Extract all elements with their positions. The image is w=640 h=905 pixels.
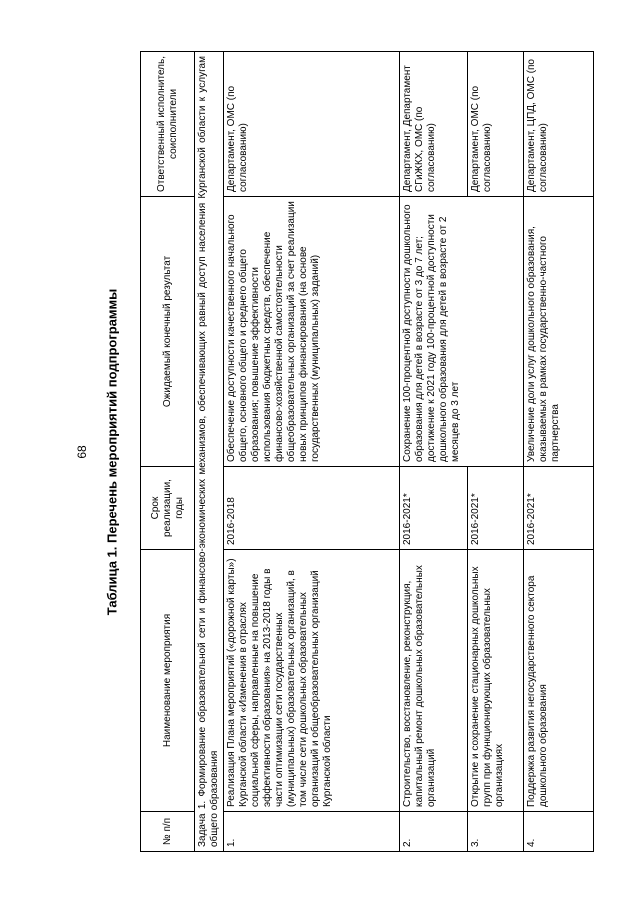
table-row xyxy=(224,52,400,852)
table-title: Таблица 1. Перечень мероприятий подпрограммы xyxy=(104,288,120,616)
row-name: Строительство, восстановление, реконструкция, капитальный ремонт дошкольных образовательных организаций xyxy=(400,550,468,812)
header-num: № п/п xyxy=(141,812,195,852)
row-name: Открытие и сохранение стационарных дошкольных групп при функционирующих образовательных организациях xyxy=(468,550,524,812)
row-result: Сохранение 100-процентной доступности дошкольного образования для детей в возрасте от 3 до 7 лет; достижение к 2021 году 100-процентной доступности дошкольного образования для детей в возрасте от 2 месяцев до 3 лет xyxy=(400,197,524,467)
row-executor: Департамент, ЦПД, ОМС (по согласованию) xyxy=(524,52,594,197)
rotated-table-container xyxy=(140,52,610,852)
row-term: 2016-2021* xyxy=(524,467,594,550)
measures-table xyxy=(140,51,594,852)
row-term: 2016-2021* xyxy=(400,467,468,550)
table-row xyxy=(524,52,594,852)
row-result: Обеспечение доступности качественного начального общего, основного общего и среднего общего образования; повышение эффективности использования бюджетных средств, обеспечение финансово-хозяйственной самостоятельности общеобразовательных организаций за счет реализации новых принципов финансирования (на основе государственных (муниципальных) заданий) xyxy=(224,197,400,467)
row-executor: Департамент, Департамент СГиЖКХ, ОМС (по согласованию) xyxy=(400,52,468,197)
row-executor: Департамент, ОМС (по согласованию) xyxy=(468,52,524,197)
header-result: Ожидаемый конечный результат xyxy=(141,197,195,467)
header-name: Наименование мероприятия xyxy=(141,550,195,812)
row-name: Реализация Плана мероприятий («дорожной карты») Курганской области «Изменения в отраслях социальной сферы, направленные на повышение эффективности образования» на 2013-2018 годы в части оптимизации сети государственных (муниципальных) образовательных организаций, в том числе сети дошкольных образовательных организаций и общеобразовательных организаций Курганской области xyxy=(224,550,400,812)
task-cell: Задача 1. Формирование образовательной сети и финансово-экономических механизмов, обеспечивающих равный доступ населения Курганской области к услугам общего образования xyxy=(195,52,224,852)
header-term: Срок реализации, годы xyxy=(141,467,195,550)
row-executor: Департамент, ОМС (по согласованию) xyxy=(224,52,400,197)
header-row xyxy=(141,52,195,852)
table-row xyxy=(400,52,468,852)
row-term: 2016-2021* xyxy=(468,467,524,550)
row-result: Увеличение доли услуг дошкольного образования, оказываемых в рамках государственно-частного партнерства xyxy=(524,197,594,467)
row-name: Поддержка развития негосударственного сектора дошкольного образования xyxy=(524,550,594,812)
row-num: 4. xyxy=(524,812,594,852)
header-executor: Ответственный исполнитель, соисполнители xyxy=(141,52,195,197)
row-num: 1. xyxy=(224,812,400,852)
row-num: 2. xyxy=(400,812,468,852)
page-number: 68 xyxy=(75,445,89,459)
row-num: 3. xyxy=(468,812,524,852)
task-row xyxy=(195,52,224,852)
row-term: 2016-2018 xyxy=(224,467,400,550)
